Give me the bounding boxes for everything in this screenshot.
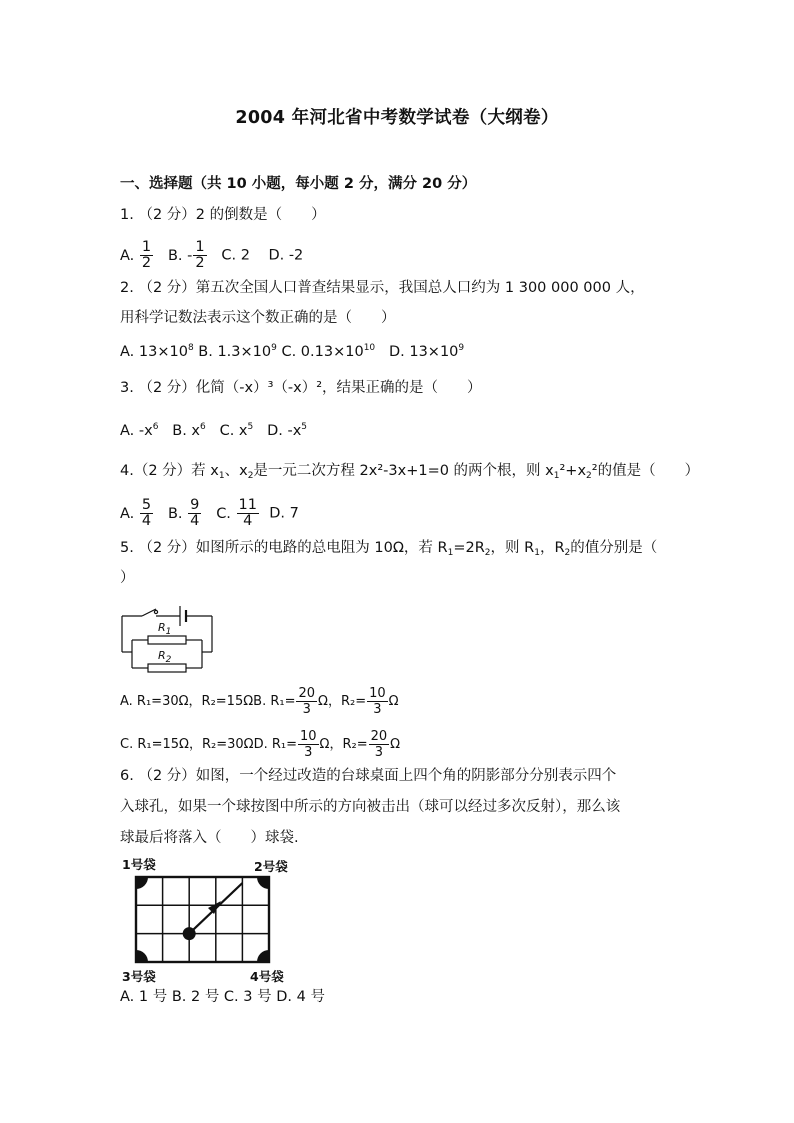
pocket-2-shade <box>257 877 269 889</box>
q4-option-b: B. $\frac{9}{4}$ <box>167 497 200 529</box>
q1-option-c: C. 2 <box>221 247 250 264</box>
pocket-3-shade <box>136 950 148 962</box>
r2-label: $R_2$ <box>158 649 172 665</box>
q1-options <box>120 240 303 271</box>
billiard-table-figure <box>120 855 300 983</box>
pocket-3-label: 3号袋 <box>122 969 156 984</box>
arrow-head-icon <box>208 901 221 914</box>
q2-option-a: A. $13\times 10^8$ <box>120 343 194 360</box>
pocket-1-shade <box>136 877 148 889</box>
q5-option-a: A. R₁=30Ω，R₂=15Ω <box>120 694 254 709</box>
q4-options <box>120 498 299 529</box>
q3-option-c: C. $x^5$ <box>219 422 254 439</box>
resistor-r1 <box>148 636 186 644</box>
q3-option-b: B. $x^6$ <box>172 422 206 439</box>
q5-option-b: B. R₁= $\frac{20}{3}$ Ω，R₂= $\frac{10}{3}$ Ω <box>253 686 399 717</box>
pocket-4-label: 4号袋 <box>250 969 284 984</box>
q3-option-d: D. $-x^5$ <box>267 422 308 439</box>
q5-stem-line2: ） <box>120 570 135 586</box>
q4-option-a: A. $\frac{5}{4}$ <box>120 497 152 529</box>
billiard-table-svg <box>134 875 274 967</box>
q5-option-c: C. R₁=15Ω，R₂=30Ω <box>120 737 254 752</box>
q1-option-b: B. - $\frac{1}{2}$ <box>167 239 205 271</box>
q6-options: A. 1 号 B. 2 号 C. 3 号 D. 4 号 <box>120 989 325 1005</box>
circuit-diagram <box>118 600 218 676</box>
page-title: 2004 年河北省中考数学试卷（大纲卷） <box>235 108 559 128</box>
q2-option-c: C. $0.13\times 10^{10}$ <box>281 343 376 360</box>
q5-options-ab <box>120 686 399 717</box>
q4-stem: 4.（2 分）若 $x_1$、$x_2$是一元二次方程 2x²-3x+1=0 的两个根，则 $x_1^2+x_2^2$的值是（ ） <box>120 463 700 481</box>
cue-ball <box>183 927 196 940</box>
q5-stem: 5. （2 分）如图所示的电路的总电阻为 10Ω，若 $R_1=2R_2$，则 $R_1$，$R_2$的值分别是（ <box>120 540 658 558</box>
r1-label: $R_1$ <box>158 621 172 637</box>
pocket-2-label: 2号袋 <box>254 859 288 874</box>
q5-options-cd <box>120 729 400 760</box>
q1-option-a: A. $\frac{1}{2}$ <box>120 239 152 271</box>
q2-stem-line1: 2. （2 分）第五次全国人口普查结果显示，我国总人口约为 1 300 000 000 人， <box>120 280 645 296</box>
section-heading: 一、选择题（共 10 小题，每小题 2 分，满分 20 分） <box>120 176 477 192</box>
q6-stem-line2: 入球孔，如果一个球按图中所示的方向被击出（球可以经过多次反射），那么该 <box>120 799 621 815</box>
q2-options <box>120 342 464 362</box>
q3-stem: 3. （2 分）化简（-x）³（-x）²，结果正确的是（ ） <box>120 380 482 396</box>
pocket-1-label: 1号袋 <box>122 857 156 872</box>
q2-stem-line2: 用科学记数法表示这个数正确的是（ ） <box>120 310 396 326</box>
resistor-r2 <box>148 664 186 672</box>
q4-option-d: D. 7 <box>269 505 299 522</box>
q1-option-d: D. -2 <box>268 247 304 264</box>
q2-option-d: D. $13\times 10^9$ <box>388 343 465 360</box>
q6-stem-line1: 6. （2 分）如图，一个经过改造的台球桌面上四个角的阴影部分分别表示四个 <box>120 768 617 784</box>
q4-option-c: C. $\frac{11}{4}$ <box>216 497 257 529</box>
q2-option-b: B. $1.3\times 10^9$ <box>198 343 277 360</box>
q1-stem: 1. （2 分）2 的倒数是（ ） <box>120 207 326 223</box>
q6-stem-line3: 球最后将落入（ ）球袋. <box>120 830 299 846</box>
circuit-switch-contact <box>154 610 157 613</box>
q3-options <box>120 421 307 441</box>
pocket-4-shade <box>257 950 269 962</box>
q5-option-d: D. R₁= $\frac{10}{3}$ Ω，R₂= $\frac{20}{3}$ Ω <box>253 729 401 760</box>
q3-option-a: A. $-x^6$ <box>120 422 159 439</box>
